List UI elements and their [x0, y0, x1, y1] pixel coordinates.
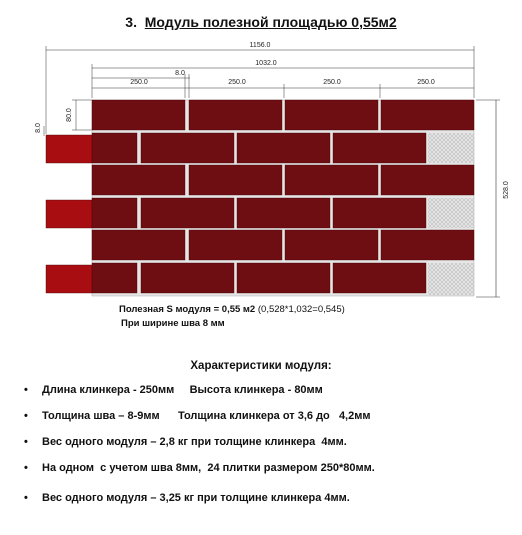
brick [92, 165, 185, 195]
specs-heading: Характеристики модуля: [190, 360, 332, 372]
spec-item: • Длина клинкера - 250мм Высота клинкера - 80мм [24, 384, 323, 396]
dim-overall-width: 1156.0 [249, 42, 271, 49]
brick [141, 133, 234, 163]
spec-item: • Толщина шва – 8-9мм Толщина клинкера от 3,6 до 4,2мм [24, 410, 371, 422]
dim-brick-2: 250.0 [228, 79, 246, 86]
title-text: Модуль полезной площадью 0,55м2 [144, 14, 397, 30]
hatched-cell-row2 [428, 133, 474, 163]
brick [333, 263, 426, 293]
brick-half [92, 133, 137, 163]
dim-brick-height: 80.0 [66, 108, 73, 122]
area-calculation: (0,528*1,032=0,545) [257, 304, 345, 315]
brick [141, 263, 234, 293]
dim-brick-1: 250.0 [130, 79, 148, 86]
brick [381, 230, 474, 260]
spec-item: • Вес одного модуля – 3,25 кг при толщине клинкера 4мм. [24, 492, 350, 504]
brick [237, 263, 330, 293]
brick [92, 230, 185, 260]
dim-useful-width: 1032.0 [255, 60, 277, 67]
dim-joint-width: 8.0 [175, 70, 185, 77]
brick-protrusion [46, 200, 92, 228]
brick-half [92, 263, 137, 293]
brick [333, 133, 426, 163]
brick [189, 230, 282, 260]
joint-note: При ширине шва 8 мм [121, 318, 225, 329]
title-number: 3. [125, 14, 137, 30]
dim-brick-4: 250.0 [417, 79, 435, 86]
bullet-icon: • [24, 410, 28, 422]
hatched-cell-row6 [428, 263, 474, 295]
brick [285, 230, 378, 260]
dim-row-offset: 8.0 [35, 123, 42, 133]
spec-item: • На одном с учетом шва 8мм, 24 плитки размером 250*80мм. [24, 462, 375, 474]
brick-protrusion [46, 265, 92, 293]
brick [381, 165, 474, 195]
brick [189, 100, 282, 130]
brick [92, 100, 185, 130]
hatched-cell-row4 [428, 198, 474, 228]
brick [381, 100, 474, 130]
spec-item: • Вес одного модуля – 2,8 кг при толщине клинкера 4мм. [24, 436, 347, 448]
brick [285, 165, 378, 195]
brick [237, 198, 330, 228]
area-label: Полезная S модуля = 0,55 м2 [119, 304, 256, 315]
brick [189, 165, 282, 195]
bullet-icon: • [24, 462, 28, 474]
brick [333, 198, 426, 228]
brick-half [92, 198, 137, 228]
brick [285, 100, 378, 130]
bullet-icon: • [24, 384, 28, 396]
brick-protrusion [46, 135, 92, 163]
bullet-icon: • [24, 436, 28, 448]
area-formula [119, 304, 345, 315]
brick [237, 133, 330, 163]
dim-brick-3: 250.0 [323, 79, 341, 86]
brick [141, 198, 234, 228]
dim-module-height: 528.0 [503, 181, 510, 199]
bullet-icon: • [24, 492, 28, 504]
